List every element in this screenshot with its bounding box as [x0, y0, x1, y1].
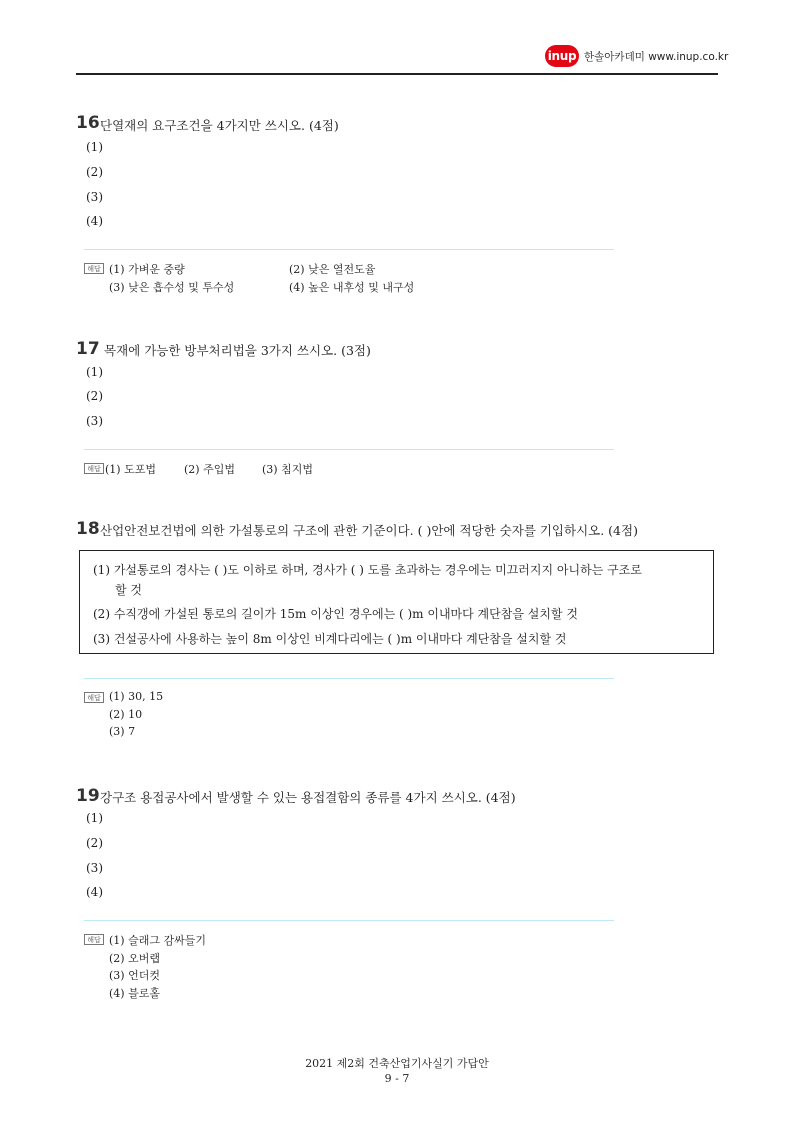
q18-separator: [84, 678, 614, 679]
footer-title: 2021 제2회 건축산업기사실기 가답안: [305, 1057, 489, 1070]
q17-answer-badge: 해답: [84, 463, 104, 474]
q19-item-1: (1): [86, 811, 103, 825]
q17-answer-3: (3) 침지법: [262, 463, 313, 476]
q16-answer-4: (4) 높은 내후성 및 내구성: [289, 281, 415, 294]
q18-box-line-1-cont: 할 것: [115, 583, 142, 597]
q16-separator: [84, 249, 614, 250]
q18-answer-2: (2) 10: [109, 708, 143, 721]
q19-item-3: (3): [86, 861, 103, 875]
q19-item-4: (4): [86, 885, 103, 899]
q17-answer-1: (1) 도포법: [105, 463, 156, 476]
q19-answer-2: (2) 오버랩: [109, 952, 160, 965]
inup-logo: inup: [545, 45, 579, 67]
q16-answer-3: (3) 낮은 흡수성 및 투수성: [109, 281, 235, 294]
question-19-number: 19: [76, 786, 100, 806]
q18-box-line-2: (2) 수직갱에 가설된 통로의 길이가 15m 이상인 경우에는 ( )m 이내마다 계단참을 설치할 것: [93, 607, 578, 621]
q19-separator: [84, 920, 614, 921]
q19-answer-1: (1) 슬래그 감싸들기: [109, 934, 206, 947]
q19-answer-badge: 해답: [84, 934, 104, 945]
header-divider: [76, 73, 718, 75]
page-number: 9 - 7: [384, 1072, 410, 1085]
q16-answer-2: (2) 낮은 열전도율: [289, 263, 376, 276]
q16-answer-badge: 해답: [84, 263, 104, 274]
q17-item-2: (2): [86, 389, 103, 403]
q17-separator: [84, 449, 614, 450]
q19-answer-3: (3) 언더컷: [109, 969, 160, 982]
q18-box-line-3: (3) 건설공사에 사용하는 높이 8m 이상인 비계다리에는 ( )m 이내마다 계단참을 설치할 것: [93, 632, 567, 646]
question-18-text: 산업안전보건법에 의한 가설통로의 구조에 관한 기준이다. ( )안에 적당한 숫자를 기입하시오. (4점): [100, 523, 638, 538]
q18-box-line-1: (1) 가설통로의 경사는 ( )도 이하로 하며, 경사가 ( ) 도를 초과하는 경우에는 미끄러지지 아니하는 구조로: [93, 563, 642, 577]
question-16-number: 16: [76, 113, 100, 133]
q17-answer-2: (2) 주입법: [184, 463, 235, 476]
q16-answer-1: (1) 가벼운 중량: [109, 263, 185, 276]
brand-text: 한솔아카데미 www.inup.co.kr: [584, 51, 729, 63]
q16-item-1: (1): [86, 140, 103, 154]
q18-answer-3: (3) 7: [109, 725, 136, 738]
q16-item-2: (2): [86, 165, 103, 179]
question-16-text: 단열재의 요구조건을 4가지만 쓰시오. (4점): [100, 118, 339, 133]
q19-answer-4: (4) 블로홀: [109, 987, 160, 1000]
question-18-number: 18: [76, 519, 100, 539]
q19-item-2: (2): [86, 836, 103, 850]
q16-item-4: (4): [86, 214, 103, 228]
q16-item-3: (3): [86, 190, 103, 204]
q17-item-3: (3): [86, 414, 103, 428]
q17-item-1: (1): [86, 365, 103, 379]
q18-answer-1: (1) 30, 15: [109, 690, 164, 703]
question-19-text: 강구조 용접공사에서 발생할 수 있는 용접결함의 종류를 4가지 쓰시오. (4점): [100, 790, 516, 805]
question-17-text: 목재에 가능한 방부처리법을 3가지 쓰시오. (3점): [104, 343, 371, 358]
question-17-number: 17: [76, 339, 100, 359]
q18-answer-badge: 해답: [84, 692, 104, 703]
